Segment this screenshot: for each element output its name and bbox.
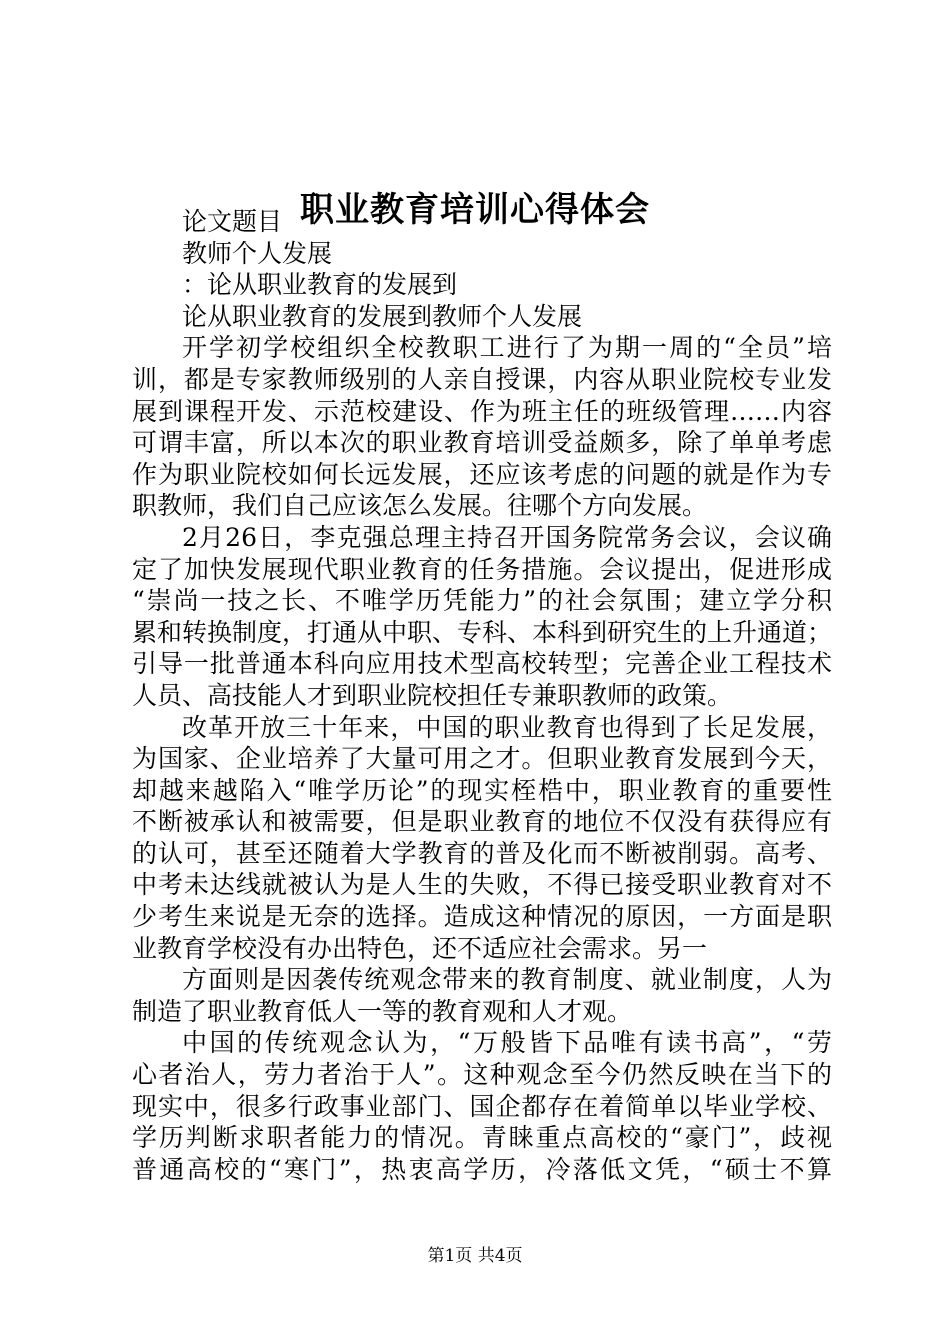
text-line: 少考生来说是无奈的选择。造成这种情况的原因，一方面是职 — [132, 902, 832, 932]
heading-line: 教师个人发展 — [182, 238, 333, 268]
text-line: 现实中，很多行政事业部门、国企都存在着简单以毕业学校、 — [132, 1091, 832, 1121]
text-line: 为国家、企业培养了大量可用之才。但职业教育发展到今天， — [132, 744, 832, 774]
text-line: 引导一批普通本科向应用技术型高校转型；完善企业工程技术 — [132, 649, 832, 679]
text-line: 业教育学校没有办出特色，还不适应社会需求。另一 — [132, 933, 708, 963]
text-line: 改革开放三十年来，中国的职业教育也得到了长足发展， — [182, 712, 832, 742]
heading-line: 论从职业教育的发展到教师个人发展 — [182, 301, 583, 331]
text-line: 普通高校的“寒门”，热衷高学历，冷落低文凭，“硕士不算 — [132, 1154, 832, 1184]
text-line: 职教师，我们自己应该怎么发展。往哪个方向发展。 — [132, 491, 708, 521]
text-line: 心者治人，劳力者治于人”。这种观念至今仍然反映在当下的 — [132, 1060, 832, 1090]
text-line: 中考未达线就被认为是人生的失败，不得已接受职业教育对不 — [132, 870, 832, 900]
paragraph — [132, 332, 832, 522]
text-line: 中国的传统观念认为，“万般皆下品唯有读书高”，“劳 — [182, 1028, 832, 1058]
text-line: 开学初学校组织全校教职工进行了为期一周的“全员”培 — [182, 333, 832, 363]
paragraph — [132, 1027, 832, 1185]
text-line: 不断被承认和被需要，但是职业教育的地位不仅没有获得应有 — [132, 807, 832, 837]
heading-line: ：论从职业教育的发展到 — [182, 270, 458, 300]
text-line: 制造了职业教育低人一等的教育观和人才观。 — [132, 996, 633, 1026]
text-line: 定了加快发展现代职业教育的任务措施。会议提出，促进形成 — [132, 554, 832, 584]
document-title: 职业教育培训心得体会 — [300, 190, 650, 230]
text-line: 作为职业院校如何长远发展，还应该考虑的问题的就是作为专 — [132, 459, 832, 489]
text-line: 训，都是专家教师级别的人亲自授课，内容从职业院校专业发 — [132, 364, 832, 394]
page-footer: 第1页 共4页 — [427, 1246, 523, 1266]
text-line: 却越来越陷入“唯学历论”的现实桎梏中，职业教育的重要性 — [132, 775, 832, 805]
text-line: 展到课程开发、示范校建设、作为班主任的班级管理……内容 — [132, 396, 832, 426]
document-body — [132, 206, 832, 1185]
paragraph — [132, 522, 832, 712]
text-line: 人员、高技能人才到职业院校担任专兼职教师的政策。 — [132, 680, 733, 710]
text-line: 学历判断求职者能力的情况。青睐重点高校的“豪门”，歧视 — [132, 1123, 832, 1153]
paragraph — [132, 712, 832, 965]
text-line: 2月26日，李克强总理主持召开国务院常务会议，会议确 — [182, 522, 832, 552]
paragraph — [132, 964, 832, 1027]
text-line: 的认可，甚至还随着大学教育的普及化而不断被削弱。高考、 — [132, 838, 832, 868]
text-line: 方面则是因袭传统观念带来的教育制度、就业制度，人为 — [182, 965, 832, 995]
heading-line: 论文题目 — [182, 207, 283, 236]
text-line: “崇尚一技之长、不唯学历凭能力”的社会氛围；建立学分积 — [132, 586, 832, 616]
text-line: 可谓丰富，所以本次的职业教育培训受益颇多，除了单单考虑 — [132, 428, 832, 458]
text-line: 累和转换制度，打通从中职、专科、本科到研究生的上升通道； — [132, 617, 833, 647]
